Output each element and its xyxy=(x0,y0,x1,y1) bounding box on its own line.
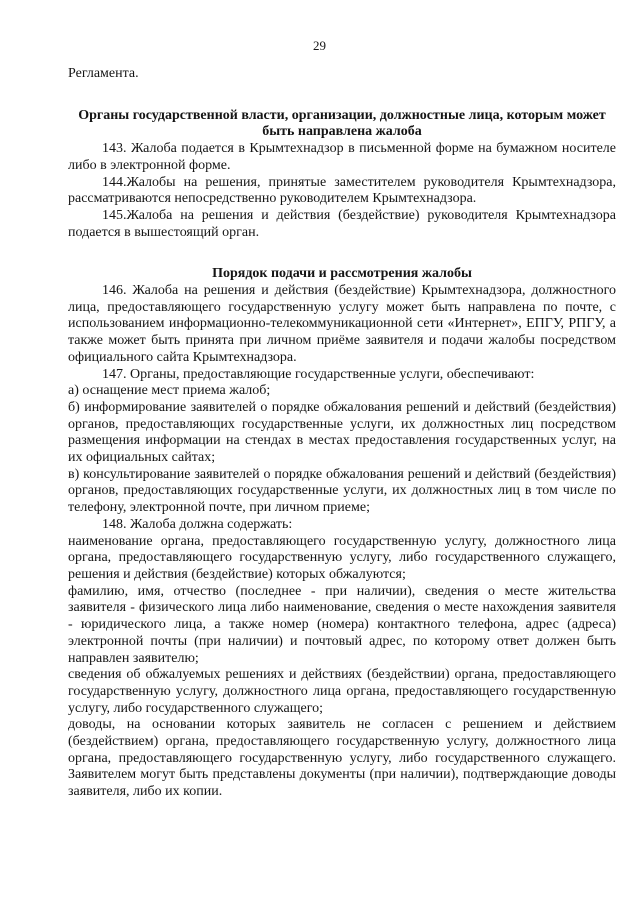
list-item-147-a: а) оснащение мест приема жалоб; xyxy=(68,383,271,399)
paragraph-146: 146. Жалоба на решения и действия (бездействие) Крымтехнадзора, должностного лица, предоставляющего государственную услугу может быть направлена по почте, с использованием информационно-телекоммуникационной сети «Интернет», ЕПГУ, РПГУ, а также может быть принята при личном приёме заявителя и подачи жалобы посредством официального сайта Крымтехнадзора. xyxy=(68,283,616,365)
paragraph-145: 145.Жалоба на решения и действия (бездействие) руководителя Крымтехнадзора подается в вышестоящий орган. xyxy=(68,207,616,240)
paragraph-147: 147. Органы, предоставляющие государственные услуги, обеспечивают: xyxy=(102,366,535,382)
list-item-148-applicant-details: фамилию, имя, отчество (последнее - при наличии), сведения о месте жительства заявителя - физического лица либо наименование, сведения о месте нахождения заявителя - юридического лица, а также номер (номера) контактного телефона, адрес (адреса) электронной почты (при наличии) и почтовый адрес, по которому ответ должен быть направлен заявителю; xyxy=(68,583,616,666)
section-heading-complaint-recipients: Органы государственной власти, организации, должностные лица, которым может быть направлена жалоба xyxy=(78,107,606,140)
section-heading-complaint-procedure: Порядок подачи и рассмотрения жалобы xyxy=(212,266,472,282)
list-item-147-c: в) консультирование заявителей о порядке обжалования решений и действий (бездействия) органов, предоставляющих государственные услуги, их должностных лиц в том числе по телефону, электронной почте, при личном приеме; xyxy=(68,466,616,516)
paragraph-144: 144.Жалобы на решения, принятые заместителем руководителя Крымтехнадзора, рассматриваются непосредственно руководителем Крымтехнадзора. xyxy=(68,174,616,207)
page-number: 29 xyxy=(313,38,326,53)
list-item-148-arguments: доводы, на основании которых заявитель не согласен с решением и действием (бездействием) органа, предоставляющего государственную услугу, должностного лица органа, предоставляющего государственную услугу, либо государственного служащего. Заявителем могут быть представлены документы (при наличии), подтверждающие доводы заявителя, либо их копии. xyxy=(68,717,616,800)
list-item-148-authority-name: наименование органа, предоставляющего государственную услугу, должностного лица органа, предоставляющего государственную услугу, либо государственного служащего, решения и действия (бездействие) которых обжалуются; xyxy=(68,533,616,582)
list-item-148-appealed-decisions: сведения об обжалуемых решениях и действиях (бездействии) органа, предоставляющего государственную услугу, должностного лица органа, предоставляющего государственную услугу, либо государственного служащего; xyxy=(68,667,616,716)
paragraph-148: 148. Жалоба должна содержать: xyxy=(102,516,293,532)
intro-fragment: Регламента. xyxy=(68,66,139,81)
paragraph-143: 143. Жалоба подается в Крымтехнадзор в письменной форме на бумажном носителе либо в электронной форме. xyxy=(68,141,616,173)
page-content xyxy=(68,66,616,801)
list-item-147-b: б) информирование заявителей о порядке обжалования решений и действий (бездействия) органов, предоставляющих государственные услуги, их должностных лиц посредством размещения информации на стендах в местах предоставления государственных услуг, на их официальных сайтах; xyxy=(68,399,616,466)
